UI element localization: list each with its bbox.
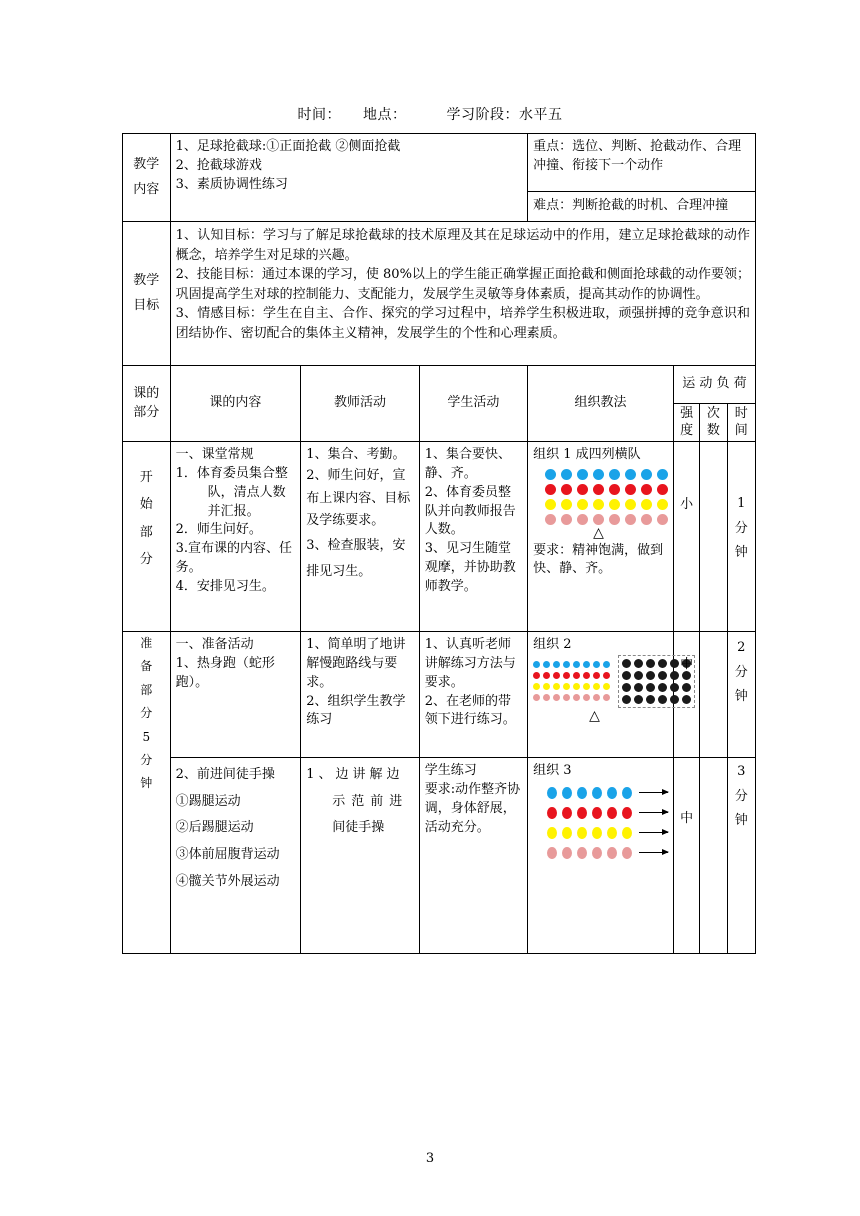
student-dot: [561, 514, 572, 525]
formation-row-blue: [545, 469, 668, 480]
student-dot: [553, 672, 560, 679]
student-dot: [573, 661, 580, 668]
marker-dot: [634, 683, 643, 692]
section2-row1-student: 1、认真听老师讲解练习方法与要求。 2、在老师的带领下进行练习。: [419, 632, 527, 758]
student-dot: [547, 827, 557, 839]
marker-dot: [634, 671, 643, 680]
student-dot: [622, 787, 632, 799]
student-dot: [622, 827, 632, 839]
arrow-right-icon: [639, 832, 667, 833]
student-dot: [543, 661, 550, 668]
student-dot: [563, 694, 570, 701]
objectives-text: [170, 222, 755, 366]
snake-run-diagram: [533, 655, 668, 708]
col-intensity: 强度: [673, 404, 699, 442]
section1-student: 1、集合要快、静、齐。 2、体育委员整队并向教师报告人数。 3、见习生随堂观摩，并协助教师教学。: [419, 442, 527, 632]
arrow-right-icon: [639, 852, 667, 853]
student-dot: [577, 807, 587, 819]
section2-row2-intensity: 中: [673, 758, 699, 954]
student-dot: [545, 469, 556, 480]
section2-row1-org: 组织 2 △: [528, 632, 674, 758]
student-dot: [641, 469, 652, 480]
marker-dot: [646, 671, 655, 680]
student-dot: [657, 469, 668, 480]
student-dot: [562, 827, 572, 839]
student-dot: [609, 499, 620, 510]
student-dot: [561, 499, 572, 510]
student-dot: [657, 484, 668, 495]
page-number: 3: [425, 1151, 435, 1166]
student-dot: [607, 787, 617, 799]
col-load: 运 动 负 荷: [673, 366, 755, 404]
student-dot: [592, 847, 602, 859]
objective-cognitive: 1、认知目标：学习与了解足球抢截球的技术原理及其在足球运动中的作用，建立足球抢截球的动作概念，培养学生对足球的兴趣。: [175, 228, 750, 263]
marker-dot: [658, 671, 667, 680]
teacher-triangle-icon: △: [593, 524, 604, 541]
student-dot: [593, 683, 600, 690]
student-dot: [609, 469, 620, 480]
col-part: 课的部分: [123, 366, 171, 442]
section2-row1-time: 2 分 钟: [727, 632, 755, 758]
marker-dot: [670, 671, 679, 680]
section1-count: [700, 442, 727, 632]
marker-dot: [634, 695, 643, 704]
student-dot: [577, 469, 588, 480]
marker-dot: [646, 683, 655, 692]
teacher-triangle-icon: △: [589, 707, 600, 724]
student-dot: [563, 672, 570, 679]
student-dot: [553, 683, 560, 690]
marker-dot: [634, 659, 643, 668]
objective-affective: 3、情感目标：学生在自主、合作、探究的学习过程中，培养学生积极进取，顽强拼搏的竞争意识和团结协作、密切配合的集体主义精神，发展学生的个性和心理素质。: [175, 306, 750, 341]
objective-skill: 2、技能目标：通过本课的学习，使 80%以上的学生能正确掌握正面抢截和侧面抢球截的动作要领；巩固提高学生对球的控制能力、支配能力，发展学生灵敏等身体素质，提高其动作的协调性。: [175, 267, 750, 302]
student-dot: [607, 827, 617, 839]
student-dot: [622, 847, 632, 859]
student-dot: [625, 499, 636, 510]
small-formation-row: [533, 661, 610, 668]
student-dot: [561, 469, 572, 480]
section1-teacher: 1、集合、考勤。 2、师生问好，宣布上课内容、目标及学练要求。 3、检查服装，安排见习生。: [301, 442, 419, 632]
col-count: 次数: [700, 404, 727, 442]
marker-dot: [670, 695, 679, 704]
student-dot: [657, 514, 668, 525]
student-dot: [562, 847, 572, 859]
student-dot: [547, 787, 557, 799]
marker-dot: [622, 659, 631, 668]
arrow-formation: [533, 787, 668, 859]
student-dot: [533, 683, 540, 690]
student-dot: [577, 787, 587, 799]
section2-row2-student: 学生练习 要求:动作整齐协调，身体舒展，活动充分。: [419, 758, 527, 954]
col-org: 组织教法: [528, 366, 674, 442]
student-dot: [592, 827, 602, 839]
student-dot: [603, 661, 610, 668]
marker-dot: [658, 659, 667, 668]
student-dot: [641, 484, 652, 495]
formation-row-red: [545, 484, 668, 495]
student-dot: [547, 807, 557, 819]
place-label: 地点：: [363, 107, 407, 123]
student-dot: [583, 694, 590, 701]
student-dot: [533, 672, 540, 679]
student-dot: [625, 514, 636, 525]
col-teacher: 教师活动: [301, 366, 419, 442]
student-dot: [583, 661, 590, 668]
student-dot: [553, 694, 560, 701]
marker-dot: [646, 659, 655, 668]
section1-content: 一、课堂常规 1．体育委员集合整队，清点人数并汇报。 2．师生问好。 3.宣布课的内容、任务。 4．安排见习生。: [170, 442, 301, 632]
marker-dot: [622, 671, 631, 680]
student-dot: [583, 683, 590, 690]
student-dot: [547, 847, 557, 859]
student-dot: [545, 514, 556, 525]
arrow-right-icon: [639, 792, 667, 793]
student-dot: [543, 683, 550, 690]
student-dot: [592, 787, 602, 799]
student-dot: [563, 683, 570, 690]
marker-dot: [682, 683, 691, 692]
student-dot: [607, 847, 617, 859]
section2-row2-org: 组织 3: [528, 758, 674, 954]
section2-row2-teacher: 1、边讲解边 示范前进 间徒手操: [301, 758, 419, 954]
student-dot: [577, 847, 587, 859]
content-label: 教学内容: [123, 134, 171, 222]
section2-part: 准 备 部 分 5 分 钟: [123, 632, 171, 954]
student-dot: [607, 807, 617, 819]
student-dot: [603, 683, 610, 690]
student-dot: [573, 694, 580, 701]
time-label: 时间：: [297, 107, 341, 123]
student-dot: [577, 499, 588, 510]
marker-dot: [658, 695, 667, 704]
student-dot: [641, 499, 652, 510]
arrow-right-icon: [639, 812, 667, 813]
marker-dot: [622, 683, 631, 692]
student-dot: [543, 694, 550, 701]
arrow-formation-row: [547, 787, 668, 799]
student-dot: [622, 807, 632, 819]
student-dot: [625, 484, 636, 495]
arrow-formation-row: [547, 847, 668, 859]
marker-dot: [670, 659, 679, 668]
student-dot: [545, 484, 556, 495]
student-dot: [573, 672, 580, 679]
col-content: 课的内容: [170, 366, 301, 442]
marker-dot: [682, 695, 691, 704]
student-dot: [562, 807, 572, 819]
section2-row2-time: 3 分 钟: [727, 758, 755, 954]
student-dot: [593, 469, 604, 480]
col-student: 学生活动: [419, 366, 527, 442]
section1-org: 组织 1 成四列横队 △ 要求：精神饱满，做到快、静、齐。: [528, 442, 674, 632]
formation-row-yellow: [545, 499, 668, 510]
student-dot: [577, 484, 588, 495]
content-item: 2、抢截球游戏: [175, 157, 262, 173]
difficulty: 难点：判断抢截的时机、合理冲撞: [528, 192, 756, 222]
section1-time: 1 分 钟: [727, 442, 755, 632]
student-dot: [562, 787, 572, 799]
student-dot: [625, 469, 636, 480]
small-formation-row: [533, 694, 610, 701]
formation-row-pink: [545, 514, 668, 525]
student-dot: [593, 499, 604, 510]
marker-dot: [622, 695, 631, 704]
student-dot: [657, 499, 668, 510]
student-dot: [533, 661, 540, 668]
small-formation: [533, 661, 610, 701]
section2-row2-count: [700, 758, 727, 954]
section2-row1-intensity: 中: [673, 632, 699, 758]
marker-dot: [646, 695, 655, 704]
section2-row1-content: 一、准备活动 1、热身跑（蛇形跑）。: [170, 632, 301, 758]
student-dot: [583, 672, 590, 679]
student-dot: [573, 683, 580, 690]
content-items: [170, 134, 528, 222]
section1-part: 开 始 部 分: [123, 442, 171, 632]
small-formation-row: [533, 683, 610, 690]
objectives-label: 教学目标: [123, 222, 171, 366]
section2-row2-content: 2、前进间徒手操 ①踢腿运动 ②后踢腿运动 ③体前屈腹背运动 ④髋关节外展运动: [170, 758, 301, 954]
marker-dot: [658, 683, 667, 692]
student-dot: [641, 514, 652, 525]
stage-label: 学习阶段：水平五: [446, 107, 563, 123]
marker-dot: [670, 683, 679, 692]
student-dot: [593, 484, 604, 495]
student-dot: [553, 661, 560, 668]
student-dot: [561, 484, 572, 495]
content-item: 1、足球抢截球:①正面抢截 ②侧面抢截: [175, 139, 401, 154]
key-points: 重点：选位、判断、抢截动作、合理冲撞、衔接下一个动作: [528, 134, 756, 192]
small-formation-row: [533, 672, 610, 679]
student-dot: [593, 672, 600, 679]
student-dot: [533, 694, 540, 701]
student-dot: [577, 514, 588, 525]
student-dot: [577, 827, 587, 839]
student-dot: [609, 484, 620, 495]
section2-row1-count: [700, 632, 727, 758]
section1-intensity: 小: [673, 442, 699, 632]
lesson-plan-table: [122, 133, 756, 954]
student-dot: [593, 694, 600, 701]
arrow-formation-row: [547, 807, 668, 819]
student-dot: [545, 499, 556, 510]
lesson-header: [0, 104, 860, 124]
student-dot: [603, 672, 610, 679]
col-time: 时间: [727, 404, 755, 442]
student-dot: [603, 694, 610, 701]
student-dot: [593, 514, 604, 525]
section2-row1-teacher: 1、简单明了地讲解慢跑路线与要求。 2、组织学生教学练习: [301, 632, 419, 758]
student-dot: [592, 807, 602, 819]
student-dot: [543, 672, 550, 679]
student-dot: [593, 661, 600, 668]
student-dot: [563, 661, 570, 668]
student-dot: [609, 514, 620, 525]
arrow-formation-row: [547, 827, 668, 839]
content-item: 3、素质协调性练习: [175, 176, 288, 192]
